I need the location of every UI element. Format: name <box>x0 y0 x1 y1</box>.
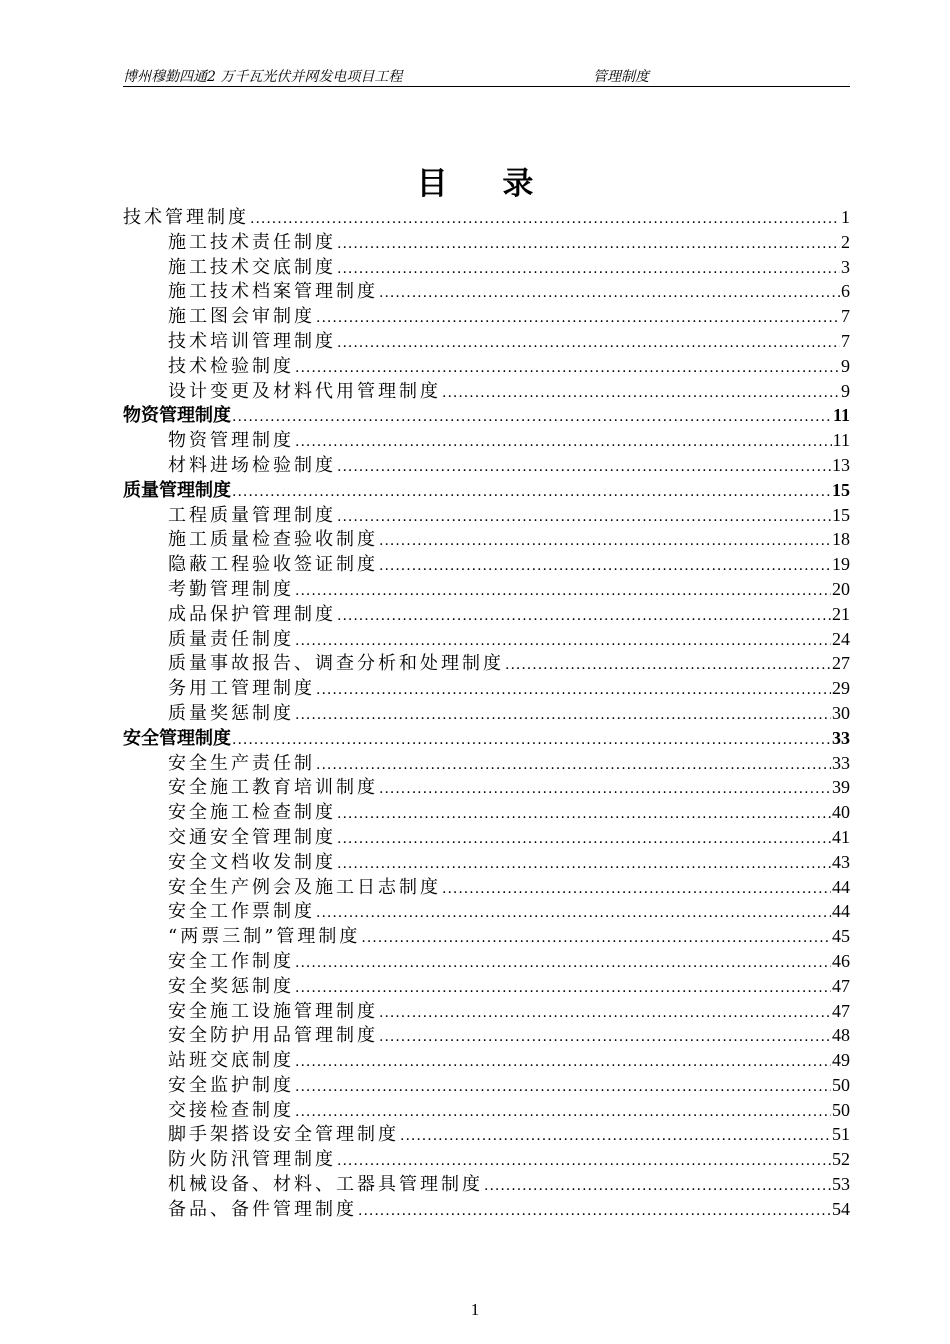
toc-entry[interactable] <box>123 974 850 999</box>
toc-entry[interactable] <box>123 751 850 776</box>
toc-dot-leader <box>379 554 831 579</box>
toc-dot-leader <box>379 777 831 802</box>
toc-entry-title: 交接检查制度 <box>168 1099 294 1121</box>
toc-page-number: 3 <box>841 256 850 277</box>
toc-page-number: 46 <box>832 950 850 971</box>
toc-page-number: 47 <box>832 975 850 996</box>
toc-entry-title: 备品、备件管理制度 <box>168 1198 357 1220</box>
toc-dot-leader <box>337 604 831 629</box>
toc-entry-title: 安全工作票制度 <box>168 901 315 923</box>
toc-dot-leader <box>484 1174 831 1199</box>
toc-title: 目 录 <box>416 166 556 202</box>
toc-page-number: 18 <box>832 529 850 550</box>
toc-dot-leader <box>295 579 831 604</box>
toc-dot-leader <box>250 207 840 232</box>
toc-entry-title: 设计变更及材料代用管理制度 <box>168 380 441 402</box>
toc-page-number: 7 <box>841 330 850 351</box>
toc-dot-leader <box>505 653 831 678</box>
toc-entry[interactable] <box>123 329 850 354</box>
toc-entry[interactable] <box>123 875 850 900</box>
toc-dot-leader <box>379 529 831 554</box>
toc-page-number: 30 <box>832 702 850 723</box>
toc-page-number: 48 <box>832 1025 850 1046</box>
toc-entry-title: 质量事故报告、调查分析和处理制度 <box>168 653 504 675</box>
toc-entry[interactable] <box>123 924 850 949</box>
toc-page-number: 11 <box>832 405 850 426</box>
toc-section-entry[interactable] <box>123 403 850 428</box>
toc-dot-leader <box>295 1075 831 1100</box>
toc-entry-title: 脚手架搭设安全管理制度 <box>168 1124 399 1146</box>
toc-page-number: 54 <box>832 1198 850 1219</box>
toc-page-number: 20 <box>832 578 850 599</box>
toc-dot-leader <box>295 951 831 976</box>
toc-entry-title: 工程质量管理制度 <box>168 504 336 526</box>
toc-page-number: 11 <box>832 430 850 451</box>
toc-entry[interactable] <box>123 279 850 304</box>
toc-dot-leader <box>337 802 831 827</box>
toc-dot-leader <box>295 1100 831 1125</box>
toc-entry[interactable] <box>123 627 850 652</box>
toc-dot-leader <box>295 430 832 455</box>
toc-entry-title: 质量管理制度 <box>123 479 231 501</box>
toc-entry[interactable] <box>123 230 850 255</box>
toc-entry[interactable] <box>123 775 850 800</box>
toc-entry[interactable] <box>123 255 850 280</box>
toc-page-number: 52 <box>832 1149 850 1170</box>
toc-page-number: 7 <box>841 306 850 327</box>
toc-page-number: 29 <box>832 678 850 699</box>
toc-entry-title: 交通安全管理制度 <box>168 826 336 848</box>
toc-dot-leader <box>337 505 831 530</box>
toc-dot-leader <box>337 257 840 282</box>
toc-entry[interactable] <box>123 676 850 701</box>
toc-page-number: 51 <box>832 1124 850 1145</box>
toc-page-number: 15 <box>832 479 850 500</box>
toc-dot-leader <box>337 1149 831 1174</box>
toc-entry-title: 安全生产责任制 <box>168 752 315 774</box>
toc-entry-title: 物资管理制度 <box>168 430 294 452</box>
toc-page-number: 9 <box>841 380 850 401</box>
toc-dot-leader <box>295 629 831 654</box>
toc-entry[interactable] <box>123 1023 850 1048</box>
toc-entry-title: 安全施工设施管理制度 <box>168 1000 378 1022</box>
toc-section-entry[interactable] <box>123 726 850 751</box>
toc-entry[interactable] <box>123 1098 850 1123</box>
toc-entry[interactable] <box>123 552 850 577</box>
toc-entry[interactable] <box>123 304 850 329</box>
toc-dot-leader <box>316 901 831 926</box>
toc-page-number: 53 <box>832 1174 850 1195</box>
toc-page-number: 13 <box>832 454 850 475</box>
toc-entry-title: 安全管理制度 <box>123 727 231 749</box>
toc-entry[interactable] <box>123 577 850 602</box>
toc-entry-title: 质量责任制度 <box>168 628 294 650</box>
toc-entry[interactable] <box>123 379 850 404</box>
toc-page-number: 9 <box>841 355 850 376</box>
toc-entry[interactable] <box>123 999 850 1024</box>
toc-page-number: 45 <box>832 926 850 947</box>
toc-entry[interactable] <box>123 1073 850 1098</box>
toc-page-number: 33 <box>832 752 850 773</box>
page-number: 1 <box>470 1300 480 1319</box>
toc-entry-title: 安全奖惩制度 <box>168 975 294 997</box>
toc-dot-leader <box>295 976 831 1001</box>
toc-page-number: 39 <box>832 777 850 798</box>
toc-entry-title: 施工技术档案管理制度 <box>168 281 378 303</box>
toc-page-number: 50 <box>832 1074 850 1095</box>
toc-page-number: 40 <box>832 802 850 823</box>
toc-entry-title: 安全施工检查制度 <box>168 802 336 824</box>
toc-page-number: 2 <box>841 231 850 252</box>
toc-entry[interactable] <box>123 503 850 528</box>
header-project-title: 博州穆勤四通2 万千瓦光伏并网发电项目工程 <box>123 69 403 85</box>
toc-page-number: 6 <box>841 281 850 302</box>
toc-entry[interactable] <box>123 1172 850 1197</box>
toc-entry[interactable] <box>123 1197 850 1222</box>
toc-entry[interactable] <box>123 825 850 850</box>
toc-dot-leader <box>337 232 840 257</box>
toc-entry[interactable] <box>123 800 850 825</box>
toc-entry[interactable] <box>123 949 850 974</box>
toc-entry-title: 安全工作制度 <box>168 950 294 972</box>
toc-entry-title: 安全生产例会及施工日志制度 <box>168 876 441 898</box>
toc-dot-leader <box>400 1124 831 1149</box>
toc-page-number: 49 <box>832 1050 850 1071</box>
toc-entry-title: 施工技术交底制度 <box>168 256 336 278</box>
toc-entry-title: 施工图会审制度 <box>168 306 315 328</box>
toc-page-number: 41 <box>832 826 850 847</box>
toc-dot-leader <box>337 455 831 480</box>
toc-dot-leader <box>316 306 840 331</box>
toc-dot-leader <box>379 281 840 306</box>
toc-entry-title: 施工技术责任制度 <box>168 231 336 253</box>
toc-page-number: 24 <box>832 628 850 649</box>
toc-entry-title: 务用工管理制度 <box>168 678 315 700</box>
toc-section-entry[interactable] <box>123 205 850 230</box>
toc-dot-leader <box>358 1199 831 1224</box>
toc-entry[interactable] <box>123 1147 850 1172</box>
header-section-title: 管理制度 <box>593 69 649 85</box>
toc-entry-title: 施工质量检查验收制度 <box>168 529 378 551</box>
toc-entry[interactable] <box>123 1122 850 1147</box>
toc-dot-leader <box>316 678 831 703</box>
toc-entry-title: 机械设备、材料、工器具管理制度 <box>168 1174 483 1196</box>
toc-entry-title: 考勤管理制度 <box>168 578 294 600</box>
toc-entry-title: 安全文档收发制度 <box>168 851 336 873</box>
toc-dot-leader <box>442 877 831 902</box>
toc-dot-leader <box>295 356 840 381</box>
toc-entry-title: 质量奖惩制度 <box>168 702 294 724</box>
toc-dot-leader <box>337 827 831 852</box>
toc-entry[interactable] <box>123 899 850 924</box>
toc-page-number: 19 <box>832 554 850 575</box>
toc-page-number: 21 <box>832 603 850 624</box>
toc-entry[interactable] <box>123 850 850 875</box>
toc-page-number: 15 <box>832 504 850 525</box>
toc-entry[interactable] <box>123 527 850 552</box>
toc-dot-leader <box>337 852 831 877</box>
toc-section-entry[interactable] <box>123 478 850 503</box>
page-header <box>123 64 850 87</box>
toc-entry-title: “两票三制”管理制度 <box>168 926 361 948</box>
toc-entry-title: 技术管理制度 <box>123 207 249 228</box>
toc-page-number: 1 <box>841 207 850 227</box>
toc-dot-leader <box>295 1050 831 1075</box>
toc-entry-title: 防火防汛管理制度 <box>168 1149 336 1171</box>
toc-dot-leader <box>442 381 840 406</box>
toc-entry-title: 隐蔽工程验收签证制度 <box>168 554 378 576</box>
toc-dot-leader <box>232 480 831 505</box>
toc-entry-title: 安全防护用品管理制度 <box>168 1025 378 1047</box>
toc-page-number: 50 <box>832 1099 850 1120</box>
toc-entry-title: 技术培训管理制度 <box>168 330 336 352</box>
toc-dot-leader <box>361 926 831 951</box>
toc-page-number: 43 <box>832 851 850 872</box>
toc-entry-title: 物资管理制度 <box>123 405 231 427</box>
toc-page-number: 47 <box>832 1000 850 1021</box>
toc-entry[interactable] <box>123 453 850 478</box>
toc-entry-title: 技术检验制度 <box>168 355 294 377</box>
toc-page-number: 44 <box>832 876 850 897</box>
toc-page-number: 44 <box>832 901 850 922</box>
toc-page-number: 33 <box>832 727 850 748</box>
toc-entry-title: 安全施工教育培训制度 <box>168 777 378 799</box>
toc-dot-leader <box>232 728 831 753</box>
toc-entry-title: 站班交底制度 <box>168 1050 294 1072</box>
toc-entry-title: 安全监护制度 <box>168 1074 294 1096</box>
toc-dot-leader <box>295 703 831 728</box>
toc-entry[interactable] <box>123 651 850 676</box>
toc-entry[interactable] <box>123 701 850 726</box>
toc-entry-title: 成品保护管理制度 <box>168 603 336 625</box>
toc-entry[interactable] <box>123 1048 850 1073</box>
toc-dot-leader <box>379 1025 831 1050</box>
toc-dot-leader <box>232 405 832 430</box>
toc-entry[interactable] <box>123 602 850 627</box>
toc-dot-leader <box>337 331 840 356</box>
toc-entry-title: 材料进场检验制度 <box>168 454 336 476</box>
table-of-contents <box>123 205 850 1222</box>
toc-dot-leader <box>379 1001 831 1026</box>
toc-dot-leader <box>316 753 831 778</box>
toc-entry[interactable] <box>123 428 850 453</box>
toc-entry[interactable] <box>123 354 850 379</box>
toc-page-number: 27 <box>832 653 850 674</box>
